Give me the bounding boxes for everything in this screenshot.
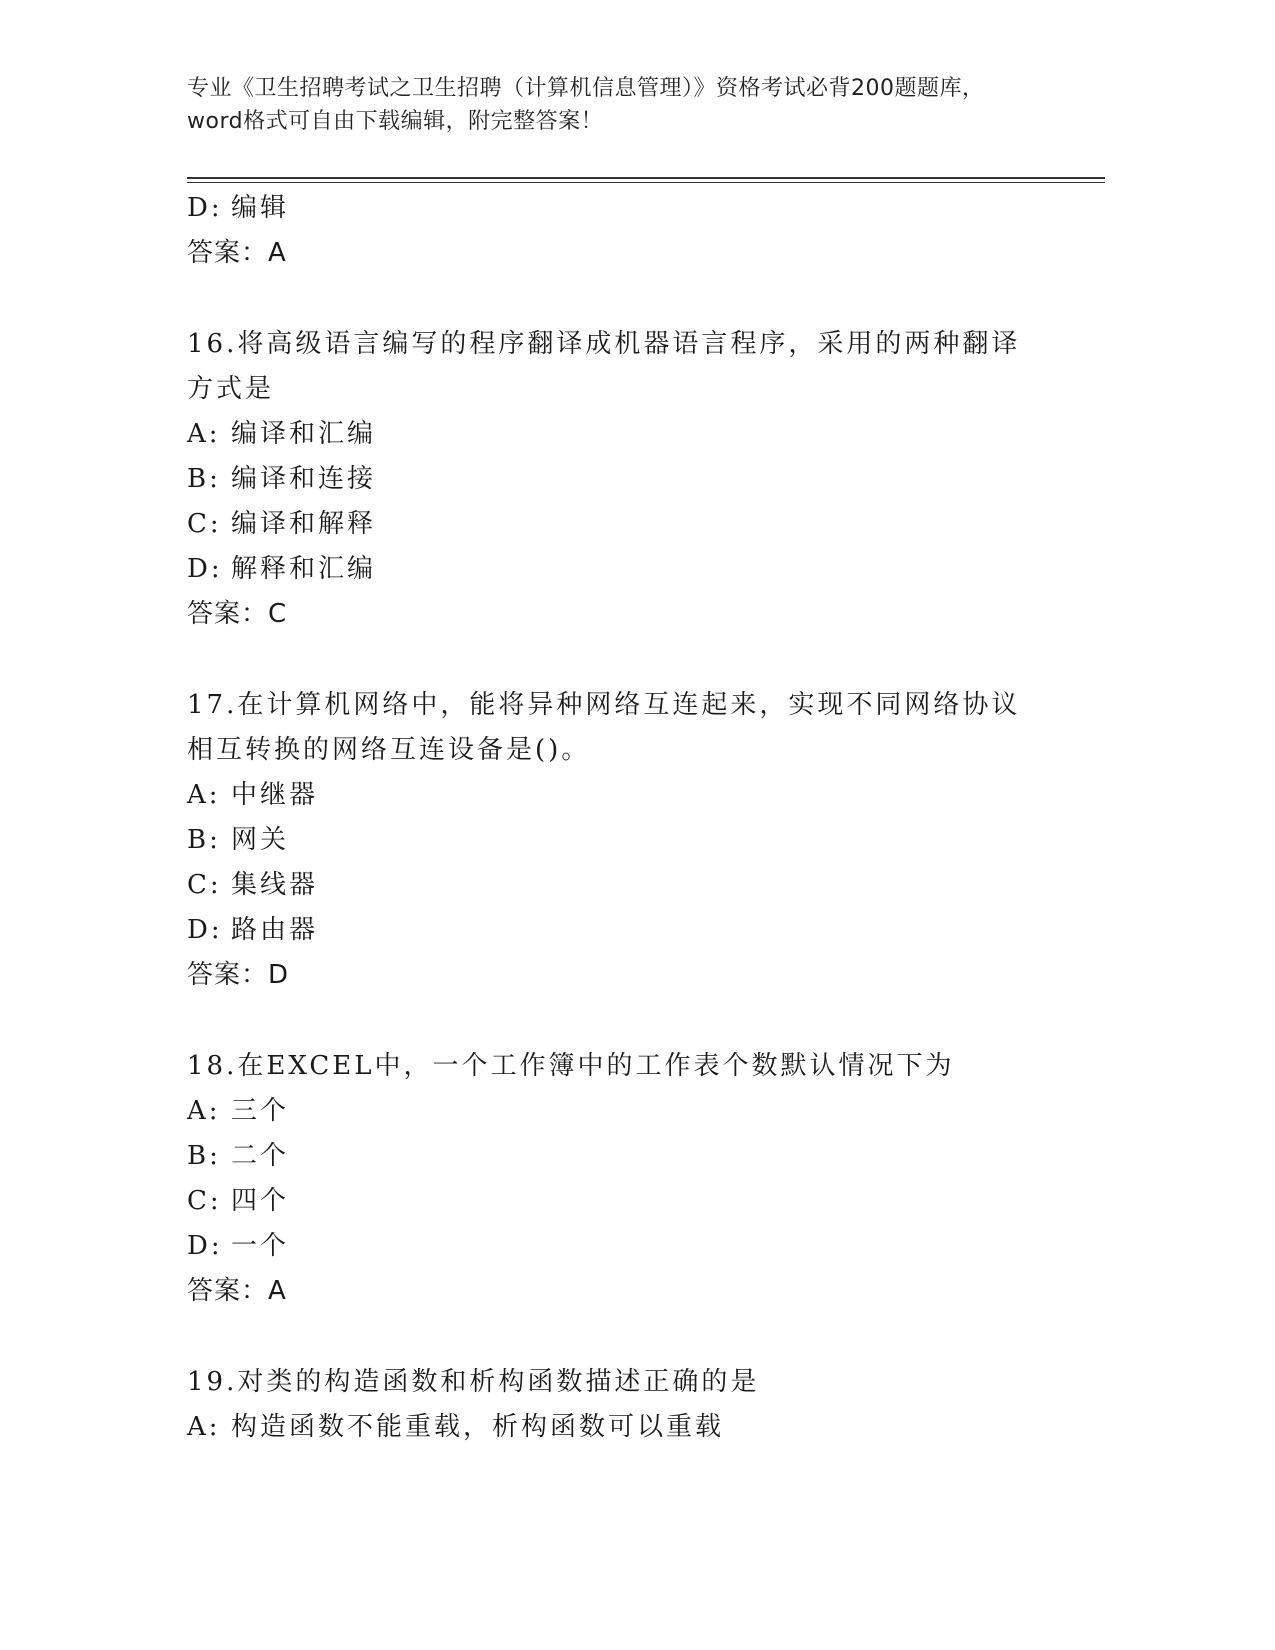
option-text: 集线器: [231, 870, 319, 900]
option-text: 中继器: [231, 780, 319, 810]
question-text: 16.将高级语言编写的程序翻译成机器语言程序，采用的两种翻译方式是: [187, 329, 1021, 404]
option-label: B:: [187, 1141, 221, 1171]
option-label: D:: [187, 915, 223, 945]
option-text: 解释和汇编: [231, 554, 377, 584]
option-text: 路由器: [231, 915, 319, 945]
option-label: B:: [187, 464, 221, 494]
answer-line: 答案：D: [187, 960, 290, 990]
option-label: C:: [187, 509, 222, 539]
option-c: [187, 502, 1087, 547]
spacer: [187, 998, 1087, 1044]
option-c: [187, 1179, 1087, 1224]
option-label: A:: [187, 419, 221, 449]
option-label: B:: [187, 825, 221, 855]
question-text: 17.在计算机网络中，能将异种网络互连起来，实现不同网络协议相互转换的网络互连设备是()。: [187, 690, 1021, 765]
option-text: 编译和汇编: [231, 419, 377, 449]
option-label: D:: [187, 1231, 223, 1261]
header-line-2: word格式可自由下载编辑，附完整答案！: [187, 109, 604, 134]
option-text: 编译和解释: [231, 509, 377, 539]
spacer: [187, 1314, 1087, 1360]
option-d: [187, 186, 1087, 231]
answer-line: 答案：A: [187, 1276, 287, 1306]
question-text: 19.对类的构造函数和析构函数描述正确的是: [187, 1367, 760, 1397]
option-a: [187, 773, 1087, 818]
answer-line: 答案：C: [187, 599, 288, 629]
option-text: 二个: [231, 1141, 290, 1171]
option-c: [187, 863, 1087, 908]
option-label: A:: [187, 1412, 221, 1442]
question-list: [187, 186, 1087, 1450]
option-label: A:: [187, 780, 221, 810]
option-label: D:: [187, 554, 223, 584]
header-line-1: 专业《卫生招聘考试之卫生招聘（计算机信息管理）》资格考试必背200题题库，: [187, 76, 985, 101]
spacer: [187, 637, 1087, 683]
answer-line: 答案：A: [187, 238, 287, 268]
option-a: [187, 1089, 1087, 1134]
option-label: A:: [187, 1096, 221, 1126]
option-label: D:: [187, 193, 223, 223]
option-text: 三个: [231, 1096, 290, 1126]
header-divider-thin: [187, 182, 1105, 183]
option-a: [187, 412, 1087, 457]
document-header: [187, 72, 1087, 138]
question-text: 18.在EXCEL中，一个工作簿中的工作表个数默认情况下为: [187, 1051, 955, 1081]
option-label: C:: [187, 870, 222, 900]
spacer: [187, 276, 1087, 322]
option-d: [187, 1224, 1087, 1269]
option-d: [187, 908, 1087, 953]
option-text: 一个: [231, 1231, 290, 1261]
option-text: 构造函数不能重载，析构函数可以重载: [231, 1412, 725, 1442]
option-text: 编辑: [231, 193, 290, 223]
option-label: C:: [187, 1186, 222, 1216]
option-d: [187, 547, 1087, 592]
option-b: [187, 818, 1087, 863]
option-b: [187, 1134, 1087, 1179]
header-divider-thick: [187, 177, 1105, 179]
option-text: 四个: [231, 1186, 290, 1216]
option-b: [187, 457, 1087, 502]
option-text: 编译和连接: [231, 464, 377, 494]
option-text: 网关: [231, 825, 290, 855]
option-a: [187, 1405, 1087, 1450]
